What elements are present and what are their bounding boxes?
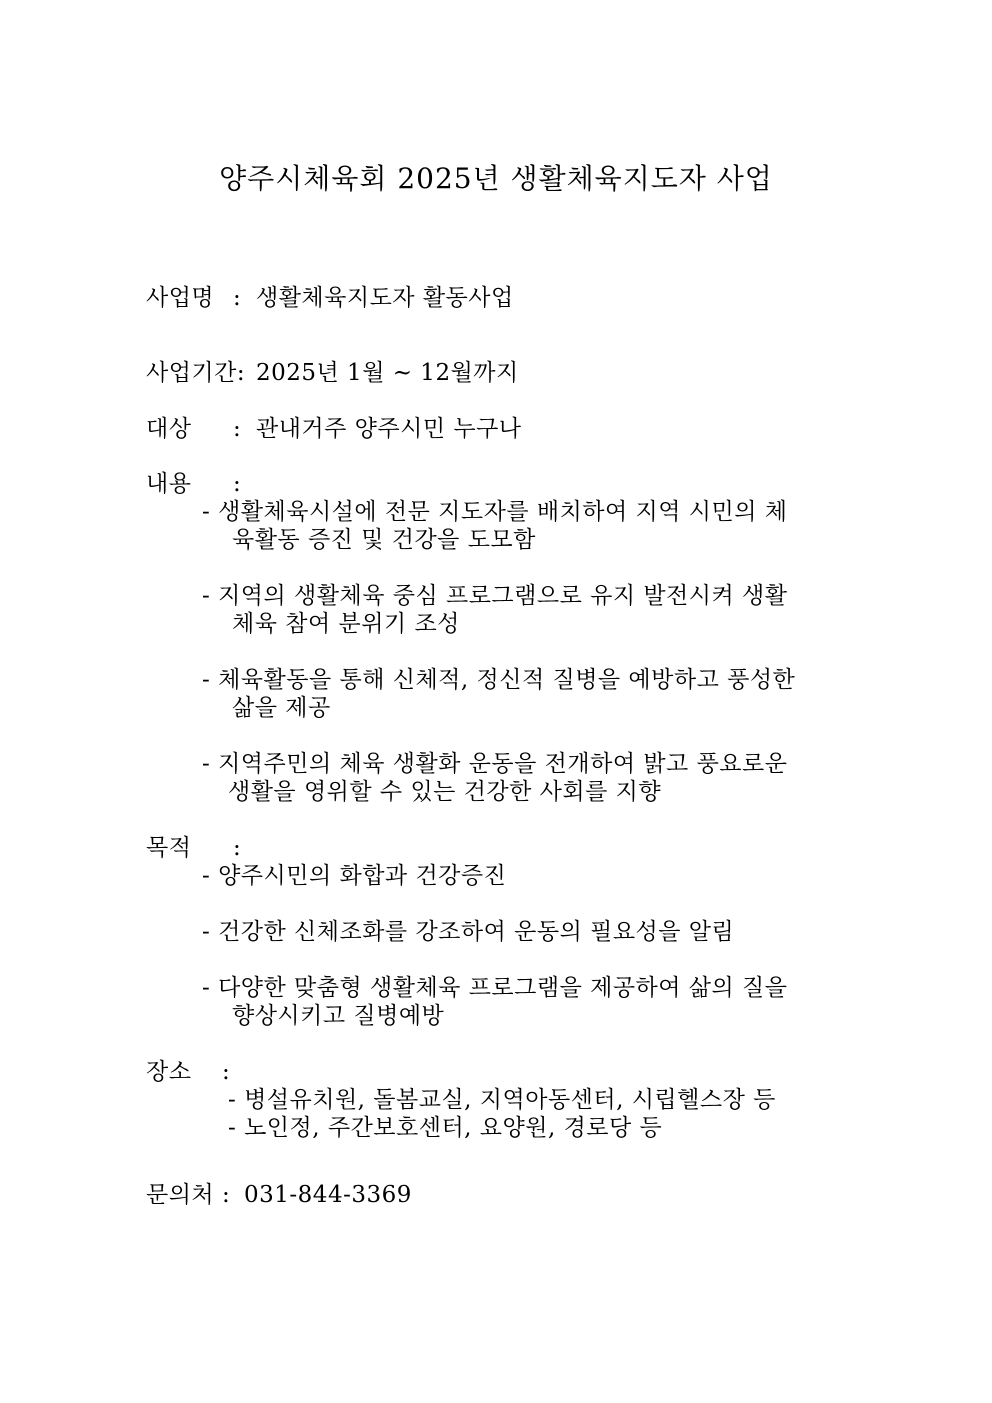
- location-item-1: - 병설유치원, 돌봄교실, 지역아동센터, 시립헬스장 등: [228, 1087, 776, 1113]
- location-item-2: - 노인정, 주간보호센터, 요양원, 경로당 등: [228, 1115, 663, 1141]
- target-label: 대상: [146, 416, 192, 442]
- location-separator: :: [222, 1059, 231, 1085]
- business-name-value: 생활체육지도자 활동사업: [256, 285, 514, 311]
- location-label: 장소: [146, 1059, 192, 1085]
- period-value: 2025년 1월 ~ 12월까지: [256, 360, 519, 386]
- purpose-item-3-line-1: - 다양한 맞춤형 생활체육 프로그램을 제공하여 삶의 질을: [202, 975, 788, 1001]
- purpose-item-2: - 건강한 신체조화를 강조하여 운동의 필요성을 알림: [202, 919, 735, 945]
- content-item-4-line-2: 생활을 영위할 수 있는 건강한 사회를 지향: [228, 779, 662, 805]
- contact-phone: 031-844-3369: [244, 1182, 412, 1208]
- content-item-3-line-1: - 체육활동을 통해 신체적, 정신적 질병을 예방하고 풍성한: [202, 667, 796, 693]
- purpose-item-3-line-2: 향상시키고 질병예방: [232, 1003, 445, 1029]
- content-item-3-line-2: 삶을 제공: [232, 695, 331, 721]
- purpose-label: 목적: [146, 835, 192, 861]
- content-item-1-line-2: 육활동 증진 및 건강을 도모함: [232, 527, 536, 553]
- content-item-2-line-1: - 지역의 생활체육 중심 프로그램으로 유지 발전시켜 생활: [202, 583, 788, 609]
- purpose-item-1: - 양주시민의 화합과 건강증진: [202, 863, 507, 889]
- page-title: 양주시체육회 2025년 생활체육지도자 사업: [219, 162, 773, 195]
- period-label: 사업기간:: [146, 360, 246, 386]
- target-value: 관내거주 양주시민 누구나: [256, 416, 522, 442]
- content-item-1-line-1: - 생활체육시설에 전문 지도자를 배치하여 지역 시민의 체: [202, 499, 788, 525]
- content-label: 내용: [146, 471, 192, 497]
- purpose-separator: :: [233, 835, 242, 861]
- content-separator: :: [233, 471, 242, 497]
- business-name-separator: :: [233, 285, 242, 311]
- business-name-label: 사업명: [146, 285, 215, 311]
- target-separator: :: [233, 416, 242, 442]
- contact-separator: :: [222, 1182, 231, 1208]
- content-item-4-line-1: - 지역주민의 체육 생활화 운동을 전개하여 밝고 풍요로운: [202, 751, 788, 777]
- content-item-2-line-2: 체육 참여 분위기 조성: [232, 611, 460, 637]
- contact-label: 문의처: [146, 1182, 215, 1208]
